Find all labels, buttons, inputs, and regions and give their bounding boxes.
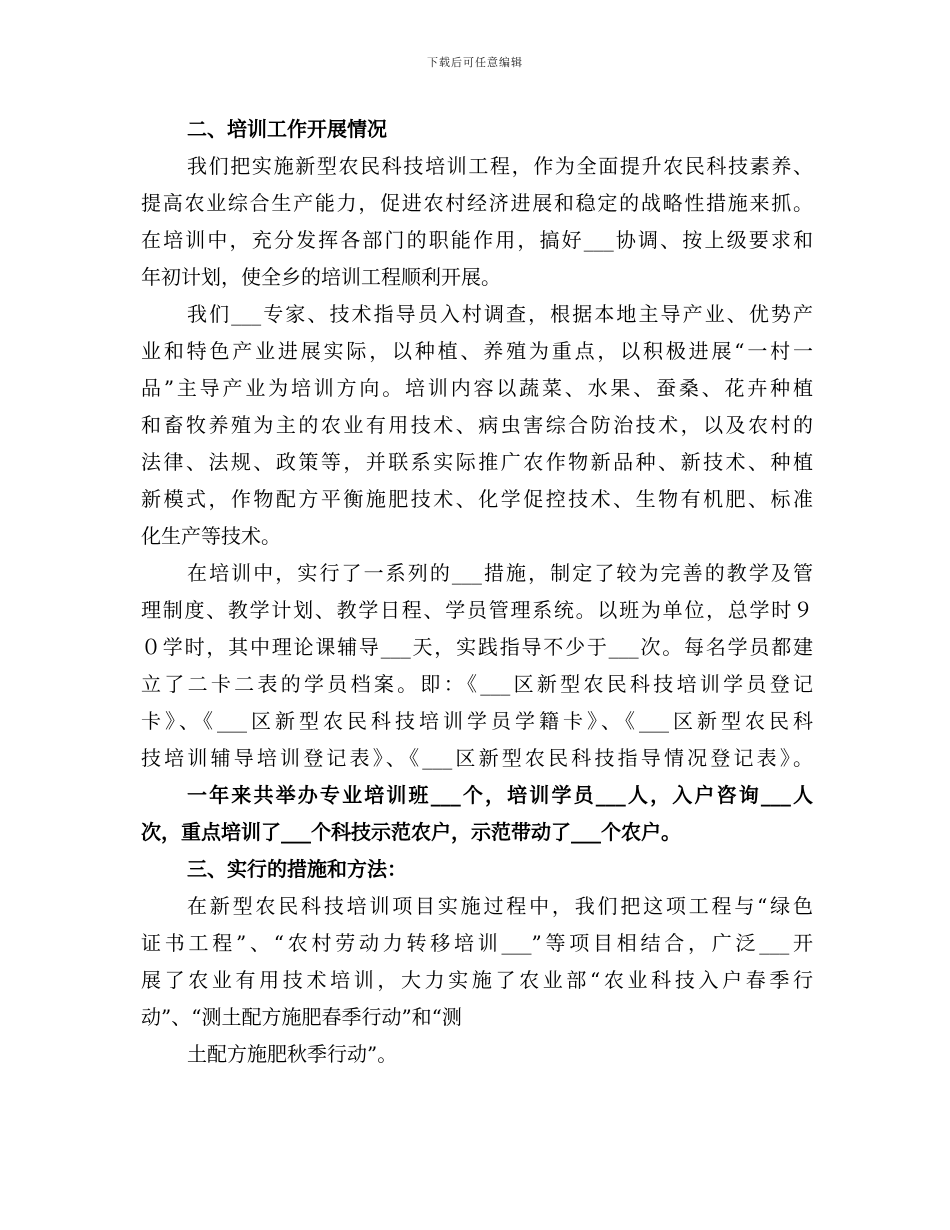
text-line: 我们把实施新型农民科技培训工程，作为全面提升农民科技素养、 bbox=[187, 154, 813, 178]
text-line: 立了二卡二表的学员档案。即：《___区新型农民科技培训学员登记 bbox=[141, 672, 813, 696]
text-line: 技培训辅导培训登记表》、《___区新型农民科技指导情况登记表》。 bbox=[141, 746, 813, 770]
text-line: 在新型农民科技培训项目实施过程中，我们把这项工程与“绿色 bbox=[187, 894, 813, 918]
text-line: 动”、“测土配方施肥春季行动”和“测 bbox=[141, 1005, 462, 1029]
text-line: 土配方施肥秋季行动”。 bbox=[187, 1042, 398, 1066]
header-note: 下载后可任意编辑 bbox=[427, 56, 523, 69]
text-line: 卡》、《___区新型农民科技培训学员学籍卡》、《___区新型农民科 bbox=[141, 709, 813, 733]
text-line: 理制度、教学计划、教学日程、学员管理系统。以班为单位，总学时９ bbox=[141, 598, 813, 622]
text-line: 化生产等技术。 bbox=[141, 524, 281, 548]
text-line: 我们___专家、技术指导员入村调查，根据本地主导产业、优势产 bbox=[187, 302, 813, 326]
text-line: 业和特色产业进展实际，以种植、养殖为重点，以积极进展“一村一 bbox=[141, 339, 813, 363]
text-line: 在培训中，实行了一系列的___措施，制定了较为完善的教学及管 bbox=[187, 561, 813, 585]
heading-line: 次，重点培训了___个科技示范农户，示范带动了___个农户。 bbox=[141, 820, 681, 844]
text-line: 和畜牧养殖为主的农业有用技术、病虫害综合防治技术，以及农村的 bbox=[141, 413, 813, 437]
heading-line: 三、实行的措施和方法： bbox=[187, 857, 407, 881]
text-line: 法律、法规、政策等，并联系实际推广农作物新品种、新技术、种植 bbox=[141, 450, 813, 474]
heading-line: 二、培训工作开展情况 bbox=[187, 117, 387, 141]
heading-line: 一年来共举办专业培训班___个，培训学员___人，入户咨询___人 bbox=[187, 783, 813, 807]
text-line: 品”主导产业为培训方向。培训内容以蔬菜、水果、蚕桑、花卉种植 bbox=[141, 376, 813, 400]
text-line: 展了农业有用技术培训，大力实施了农业部“农业科技入户春季行 bbox=[141, 968, 813, 992]
text-line: 在培训中，充分发挥各部门的职能作用，搞好___协调、按上级要求和 bbox=[141, 228, 813, 252]
text-line: ０学时，其中理论课辅导___天，实践指导不少于___次。每名学员都建 bbox=[141, 635, 813, 659]
document-body bbox=[141, 111, 813, 1073]
text-line: 提高农业综合生产能力，促进农村经济进展和稳定的战略性措施来抓。 bbox=[141, 191, 813, 215]
text-line: 年初计划，使全乡的培训工程顺利开展。 bbox=[141, 265, 501, 289]
text-line: 证书工程”、“农村劳动力转移培训___”等项目相结合，广泛___开 bbox=[141, 931, 813, 955]
text-line: 新模式，作物配方平衡施肥技术、化学促控技术、生物有机肥、标准 bbox=[141, 487, 813, 511]
